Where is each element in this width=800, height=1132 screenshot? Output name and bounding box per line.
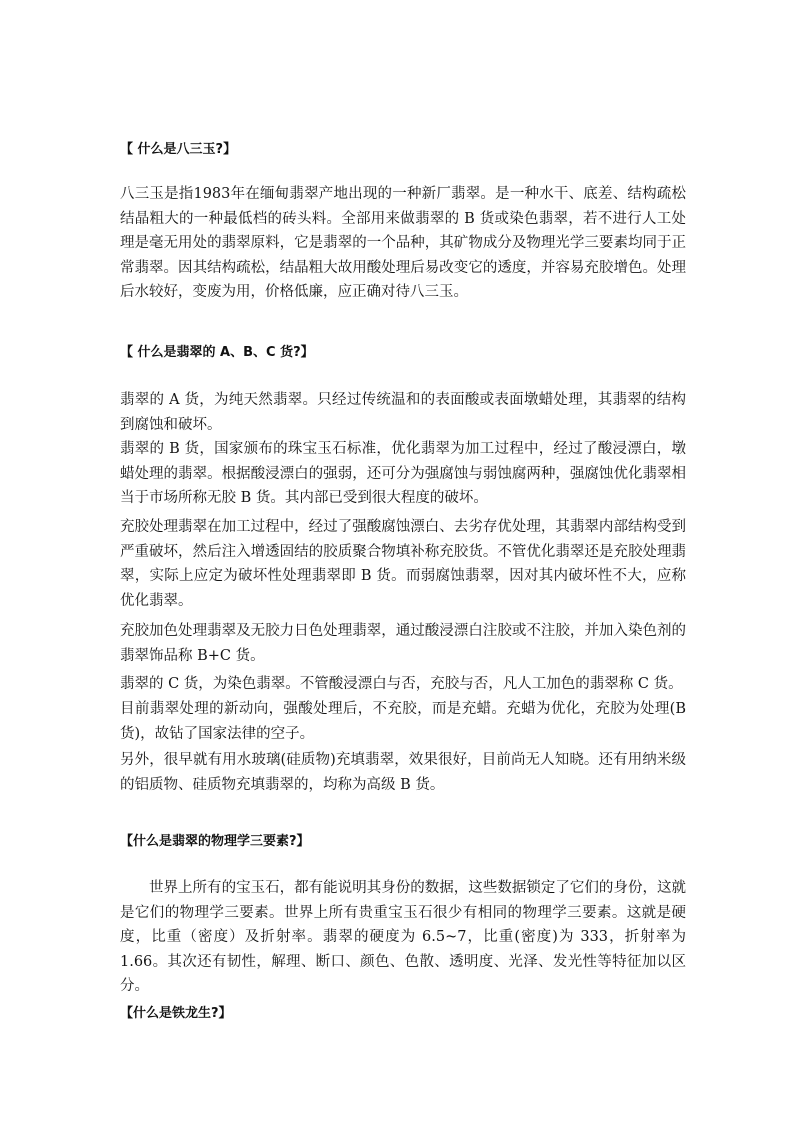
- section-heading-abc-grades: 【 什么是翡翠的 A、B、C 货?】: [120, 345, 314, 360]
- paragraph-b-plus-c-grade: 充胶加色处理翡翠及无胶力日色处理翡翠，通过酸浸漂白注胶或不注胶，并加入染色剂的翡翠饰品称 B+C 货。: [120, 623, 686, 664]
- section-heading-tielongsheng: 【什么是铁龙生?】: [120, 1006, 232, 1021]
- paragraph-new-trend: 目前翡翠处理的新动向，强酸处理后，不充胶，而是充蜡。充蜡为优化，充胶为处理(B 货)，故钻了国家法律的空子。: [120, 701, 686, 742]
- paragraph-c-grade: 翡翠的 C 货，为染色翡翠。不管酸浸漂白与否，充胶与否，凡人工加色的翡翠称 C 货。: [120, 676, 683, 692]
- paragraph-bashanyu-definition: 八三玉是指1983年在缅甸翡翠产地出现的一种新厂翡翠。是一种水干、底差、结构疏松结晶粗大的一种最低档的砖头料。全部用来做翡翠的 B 货或染色翡翠，若不进行人工处理是毫无用处的翡翠原料，它是翡翠的一个品种，其矿物成分及物理光学三要素均同于正常翡翠。因其结构疏松，结晶粗大故用酸处理后易改变它的透度，并容易充胶增色。处理后水较好，变废为用，价格低廉，应正确对待八三玉。: [120, 186, 686, 300]
- paragraph-water-glass: 另外，很早就有用水玻璃(硅质物)充填翡翠，效果很好，目前尚无人知晓。还有用纳米级的铝质物、硅质物充填翡翠的，均称为高级 B 货。: [120, 752, 686, 793]
- paragraph-a-grade: 翡翠的 A 货，为纯天然翡翠。只经过传统温和的表面酸或表面墩蜡处理，其翡翠的结构到腐蚀和破坏。: [120, 392, 686, 433]
- paragraph-b-grade: 翡翠的 B 货，国家颁布的珠宝玉石标准，优化翡翠为加工过程中，经过了酸浸漂白，墩蜡处理的翡翠。根据酸浸漂白的强弱，还可分为强腐蚀与弱蚀腐两种，强腐蚀优化翡翠相当于市场所称无胶 B 货。其内部已受到很大程度的破坏。: [120, 441, 686, 506]
- paragraph-glue-filled: 充胶处理翡翠在加工过程中，经过了强酸腐蚀漂白、去劣存优处理，其翡翠内部结构受到严重破坏，然后注入增透固结的胶质聚合物填补称充胶货。不管优化翡翠还是充胶处理翡翠，实际上应定为破坏性处理翡翠即 B 货。而弱腐蚀翡翠，因对其内破坏性不大，应称优化翡翠。: [120, 519, 686, 609]
- section-heading-physical-properties: 【什么是翡翠的物理学三要素?】: [120, 834, 310, 849]
- section-heading-bashanyu: 【 什么是八三玉?】: [120, 142, 237, 157]
- paragraph-physical-properties: 世界上所有的宝玉石，都有能说明其身份的数据，这些数据锁定了它们的身份，这就是它们的物理学三要素。世界上所有贵重宝玉石很少有相同的物理学三要素。这就是硬度，比重（密度）及折射率。翡翠的硬度为 6.5~7，比重(密度)为 333，折射率为 1.66。其次还有韧性，解理、断口、颜色、色散、透明度、光泽、发光性等特征加以区分。: [120, 880, 686, 994]
